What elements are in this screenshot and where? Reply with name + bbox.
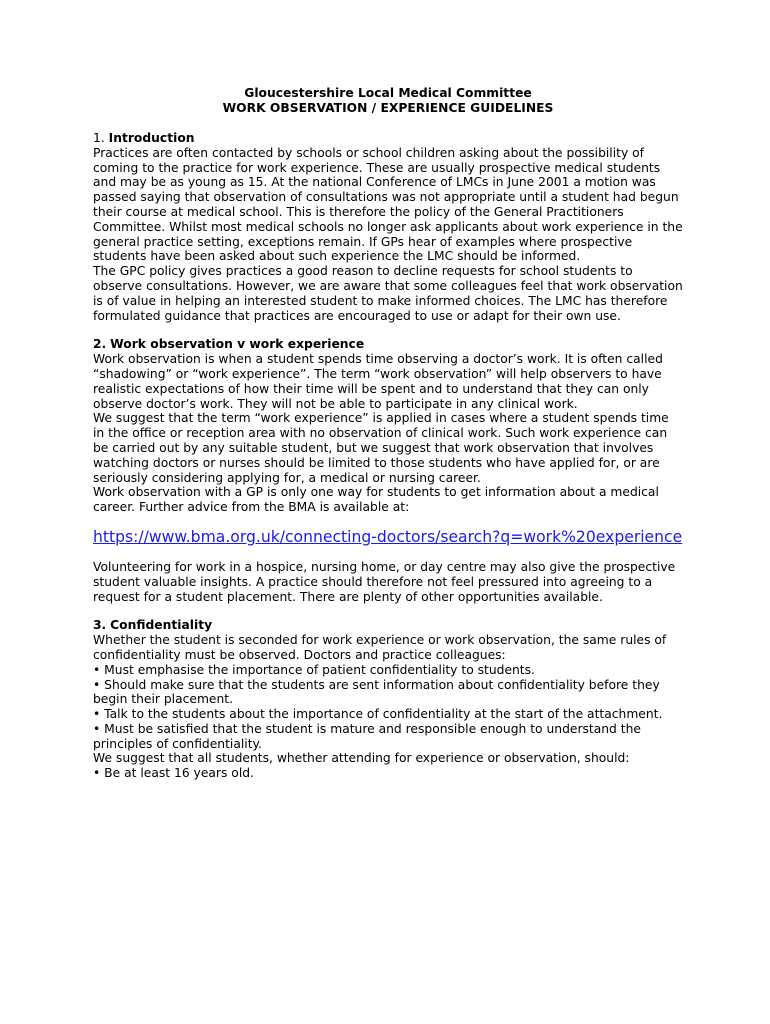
section-3-number: 3. — [93, 618, 107, 633]
bma-link[interactable]: https://www.bma.org.uk/connecting-doctors/search?q=work%20experience — [93, 527, 683, 546]
section-1-title: Introduction — [108, 131, 195, 145]
confidentiality-bullet-1: • Must emphasise the importance of patient confidentiality to students. — [93, 662, 535, 677]
section-1-number: 1. — [93, 131, 105, 145]
work-obs-paragraph-3: Work observation with a GP is only one way for students to get information about a medical career. Further advice from the BMA is available at: — [93, 485, 659, 515]
org-heading: Gloucestershire Local Medical Committee — [244, 86, 532, 100]
closing-bullet-1: • Be at least 16 years old. — [93, 766, 254, 781]
work-obs-paragraph-1: Work observation is when a student spends time observing a doctor’s work. It is often called “shadowing” or “work experience”. The term “work observation” will help observers to have realistic expectations of how their time will be spent and to understand that they can only observe doctor’s work. They will not be able to participate in any clinical work. — [93, 352, 663, 411]
section-2-heading — [93, 337, 683, 352]
section-3-title: Confidentiality — [110, 618, 213, 633]
section-2-title: Work observation v work experience — [110, 337, 365, 352]
section-1-heading — [93, 131, 683, 146]
intro-paragraph-2: The GPC policy gives practices a good reason to decline requests for school students to observe consultations. However, we are aware that some colleagues feel that work observation is of value in helping an interested student to make informed choices. The LMC has therefore formulated guidance that practices are encouraged to use or adapt for their own use. — [93, 264, 683, 323]
work-obs-paragraph-2: We suggest that the term “work experience” is applied in cases where a student spends time in the office or reception area with no observation of clinical work. Such work experience can be carried out by any suitable student, but we suggest that work observation that involves watching doctors or nurses should be limited to those students who have applied for, or are seriously considering applying for, a medical or nursing career. — [93, 411, 669, 485]
confidentiality-bullet-2: • Should make sure that the students are sent information about confidentiality before they begin their placement. — [93, 677, 660, 707]
volunteering-paragraph: Volunteering for work in a hospice, nursing home, or day centre may also give the prospective student valuable insights. A practice should therefore not feel pressured into agreeing to a request for a student placement. There are plenty of other opportunities available. — [93, 559, 676, 604]
intro-paragraph-1: Practices are often contacted by schools or school children asking about the possibility of coming to the practice for work experience. These are usually prospective medical students and may be as young as 15. At the national Conference of LMCs in June 2001 a motion was passed saying that observation of consultations was not appropriate until a student had begun their course at medical school. This is therefore the policy of the General Practitioners Committee. Whilst most medical schools no longer ask applicants about work experience in the general practice setting, exceptions remain. If GPs hear of examples where prospective students have been asked about such experience the LMC should be informed. — [93, 145, 683, 264]
document-page — [93, 86, 683, 781]
section-2-number: 2. — [93, 337, 107, 352]
confidentiality-bullet-3: • Talk to the students about the importance of confidentiality at the start of the attachment. — [93, 707, 663, 722]
confidentiality-intro: Whether the student is seconded for work experience or work observation, the same rules of confidentiality must be observed. Doctors and practice colleagues: — [93, 633, 667, 662]
confidentiality-bullet-4: • Must be satisfied that the student is mature and responsible enough to understand the principles of confidentiality. — [93, 721, 641, 751]
confidentiality-closing: We suggest that all students, whether attending for experience or observation, should: — [93, 751, 630, 766]
document-title: WORK OBSERVATION / EXPERIENCE GUIDELINES — [222, 101, 554, 115]
section-3-heading — [93, 618, 683, 633]
